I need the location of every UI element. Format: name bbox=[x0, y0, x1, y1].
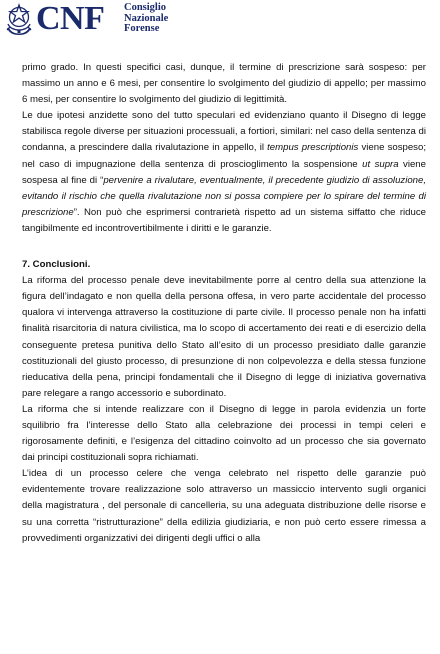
page-header bbox=[0, 0, 440, 40]
brand-name bbox=[124, 3, 168, 35]
brand-name-line: Consiglio bbox=[124, 2, 167, 13]
paragraph-text: viene sospeso; nel caso di impugnazione della sentenza di proscioglimento la sospensione bbox=[22, 142, 426, 170]
document-body bbox=[22, 60, 426, 547]
brand-acronym: CNF bbox=[36, 0, 105, 37]
paragraph-text: Le due ipotesi anzidette sono del tutto speculari ed evidenziano quanto il Disegno di legge stabilisca regole diverse per situazioni processuali, a fortiori, similari: nel caso della sentenza di condanna, a prescindere dalla rivalutazione in appello, il bbox=[22, 110, 426, 154]
paragraph: La riforma del processo penale deve inevitabilmente porre al centro della sua attenzione la figura dell’indagato e non quella della persona offesa, in vero parte accidentale del processo qualora vi intervenga attraverso la costituzione di parte civile. Il processo penale non ha infatti finalità risarcitoria di natura civilistica, ma lo scopo di accertamento dei reati e di esercizio della conseguente pretesa punitiva dello Stato all’esito di un processo presidiato dalle garanzie costituzionali del giusto processo, di presunzione di non colpevolezza e della stessa funzione rieducativa della pena, principi fondamentali che il Disegno di legge di iniziativa governativa pare relegare a rango accessorio e subordinato. bbox=[22, 275, 426, 399]
paragraph: L’idea di un processo celere che venga celebrato nel rispetto delle garanzie può evidentemente trovare realizzazione solo attraverso un massiccio intervento sugli organici della magistratura , del personale di cancelleria, su una adeguata distribuzione delle risorse e su una corretta “ristrutturazione” della edilizia giudiziaria, e non può certo essere rimessa a provvedimenti organizzativi dei dirigenti degli uffici o alla bbox=[22, 468, 426, 544]
section-heading: 7. Conclusioni. bbox=[22, 259, 91, 271]
paragraph bbox=[22, 108, 426, 237]
paragraph: La riforma che si intende realizzare con il Disegno di legge in parola evidenzia un forte squilibrio fra l’interesse dello Stato alla celebrazione dei processi in tempi celeri e rigorosamente definiti, e l’esigenza del cittadino coinvolto ad un processo che sia governato dai principi costituzionali sopra richiamati. bbox=[22, 403, 426, 464]
paragraph: primo grado. In questi specifici casi, dunque, il termine di prescrizione sarà sospeso: per massimo un anno e 6 mesi, per consentire lo svolgimento del giudizio di appello; per massimo 6 mesi, per consentire lo svolgimento del giudizio di legittimità. bbox=[22, 62, 426, 106]
italic-term: ut supra bbox=[362, 158, 399, 170]
italian-emblem-icon bbox=[4, 2, 34, 36]
italic-term: tempus prescriptionis bbox=[267, 142, 359, 154]
paragraph-text: ”. Non può che esprimersi contrarietà rispetto ad un sistema siffatto che riduce tangibilmente ed incontrovertibilmente i diritti e le garanzie. bbox=[22, 206, 426, 234]
italic-quote: pervenire a rivalutare, eventualmente, il precedente giudizio di assoluzione, evitando il rischio che quella rivalutazione non si possa compiere per lo spirare del termine di prescrizione bbox=[22, 174, 427, 218]
brand-name-line: Forense bbox=[124, 23, 160, 34]
brand-name-line: Nazionale bbox=[124, 12, 169, 24]
paragraph-text: viene sospesa al fine di “ bbox=[22, 158, 426, 186]
